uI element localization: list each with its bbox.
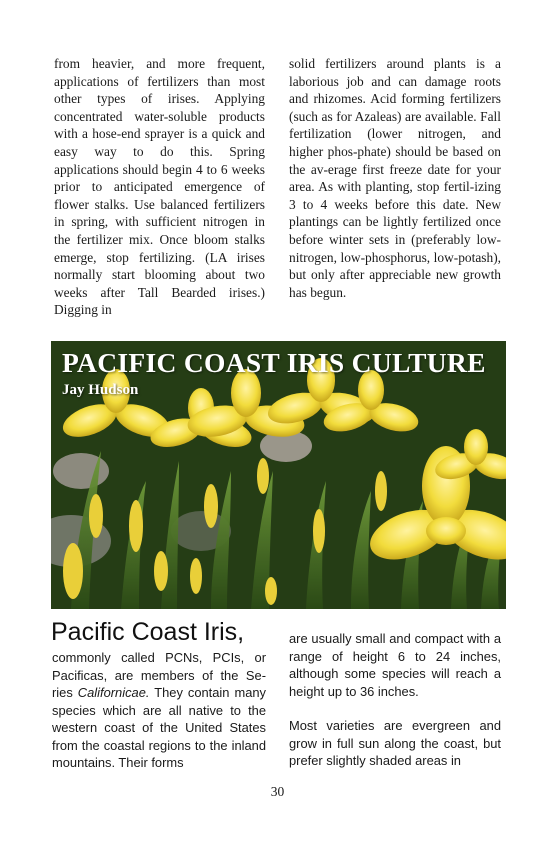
italic-term: Californicae. (77, 685, 150, 700)
paragraph: Most varieties are evergreen and grow in full sun along the coast, but prefer slightly shaded areas in (289, 718, 501, 768)
article-title: PACIFIC COAST IRIS CULTURE (62, 347, 486, 378)
page-number: 30 (270, 784, 285, 799)
text-run: They contain many species which are all native to the western coast of the United States from the coastal regions to the inland mountains. Their forms (52, 685, 267, 770)
section-heading: Pacific Coast Iris, (51, 618, 245, 646)
paragraph: are usually small and compact with a range of height 6 to 24 inches, although some species will reach a height up to 36 inches. (289, 631, 501, 699)
column-text-bottom-left (52, 649, 266, 772)
paragraph: from heavier, and more frequent, applications of fertilizers than most other types of irises. Applying concentrated water-soluble products with a hose-end sprayer is a quick and easy way to do this. Spring applications should begin 4 to 6 weeks prior to anticipated emergence of flower stalks. Use balanced fertilizers in spring, with sufficient nitrogen in the fertilizer mix. Once bloom stalks emerge, stop fertilizing. (LA irises normally start blooming about two weeks after Tall Bearded irises.) Digging in (54, 56, 265, 318)
column-text-top-left (54, 55, 265, 319)
paragraph: solid fertilizers around plants is a laborious job and can damage roots and rhizomes. Acid forming fertilizers (such as for Azaleas) are available. Fall fertilization (lower nitrogen, and higher phos-phate) should be based on the av-erage first freeze date for your area. As with planting, stop fertil-izing 3 to 4 weeks before this date. New plantings can be lightly fertilized once before winter sets in (preferably low-nitrogen, low-phosphorus, low-potash), but only after appreciable new growth has begun. (289, 56, 501, 300)
article-author: Jay Hudson (62, 382, 139, 398)
text-run: commonly called PCNs, PCIs, or Pacificas, are members of the Se-ries (52, 650, 266, 700)
paragraph (52, 649, 266, 772)
column-text-top-right (289, 55, 501, 301)
column-text-bottom-right (289, 630, 501, 770)
